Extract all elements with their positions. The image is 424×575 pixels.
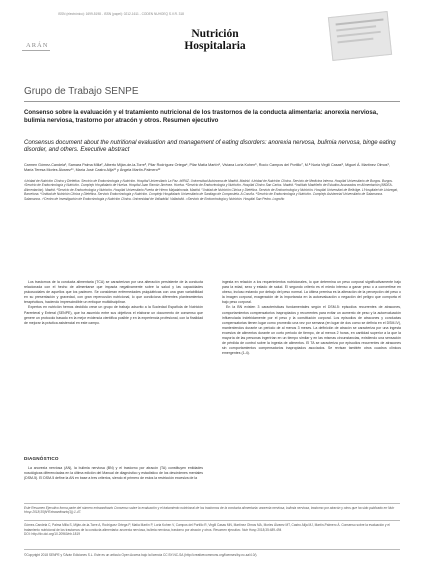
journal-title-line2: Hospitalaria	[184, 40, 246, 52]
article-title-spanish: Consenso sobre la evaluación y el tratamiento nutricional de los trastornos de la conducta alimentaria: anorexia nerviosa, bulimia nerviosa, trastorno por atracón y otros. Resumen ejecutivo	[24, 109, 378, 124]
divider	[24, 503, 400, 504]
affiliations: ¹Unidad de Nutrición Clínica y Dietética. Servicio de Endocrinología y Nutrición. Hospital Universitario La Paz. IdiPAZ. Universidad Autónoma de Madrid. Madrid. ²Unidad de Nutrición Clínica. Servicio de Medicina Interna. Hospital Universitario de Burgos. Burgos. ³Servicio de Endocrinología y Nutrición. Complejo Hospitalario de Huelva. Hospital Juan Ramón Jiménez. Huelva. ⁴Servicio de Endocrinología y Nutrición. Hospital Clínico San Carlos. Madrid. ⁵Instituto Madrileño de Estudios Avanzados en Alimentación (IMDEA-Alimentación). Madrid. ⁶Servicio de Endocrinología y Nutrición. Hospital Universitario Puerta de Hierro Majadahonda. Madrid. ⁷Unidad de Nutrición Clínica y Dietética. Servicio de Endocrinología y Nutrición. Hospital Universitari de Bellvitge. L'Hospitalet de Llobregat, Barcelona. ⁸Unidad de Nutrición Clínica y Dietética. Servicio Endocrinología y Nutrición. Complejo Hospitalario Universitario de Santiago de Compostela. A Coruña. ⁹Servicio de Endocrinología y Nutrición. Complejo Asistencial Universitario de Salamanca. Salamanca. ¹⁰Centro de Investigación de Endocrinología y Nutrición Clínica. Universidad de Valladolid. Valladolid. ¹¹Servicio de Endocrinología y Nutrición. Hospital San Pedro. Logroño	[24, 179, 398, 201]
doi-link[interactable]: DOI: http://dx.doi.org/10.20960/nh.1819	[24, 532, 80, 537]
divider	[24, 520, 400, 521]
cover-line	[337, 31, 381, 38]
journal-masthead	[140, 28, 290, 52]
logo-underline	[22, 50, 50, 51]
divider	[24, 549, 400, 550]
body-column-left	[24, 280, 203, 326]
issn-line: ISSN (electrónico): 1699-5198 - ISSN (papel): 0212-1611 - CODEN NUHOEQ S.V.R. 318	[58, 12, 184, 16]
publisher-logo: ARÁN	[26, 42, 49, 49]
section-title: Grupo de Trabajo SENPE	[24, 86, 139, 97]
copyright-notice: ©Copyright 2018 SENPE y ©Arán Ediciones S.L. Este es un artículo Open Access bajo la licencia CC BY-NC-SA (http://creativecommons.org/licenses/by-nc-sa/4.0/).	[24, 553, 258, 557]
section-heading: DIAGNÓSTICO	[24, 456, 59, 461]
footnote: Este Resumen Ejecutivo forma parte del número extraordinario Consenso sobre la evaluación y el tratamiento nutricional de los trastornos de la conducta alimentaria: anorexia nerviosa, bulimia nerviosa, trastorno por atracón y otros que ha sido publicado en Nutr Hosp 2018;35(NºExtraordinario(1)):1-47.	[24, 506, 395, 515]
divider	[24, 101, 400, 102]
citation	[24, 523, 400, 537]
body-column-right	[222, 280, 401, 356]
cover-line	[336, 18, 384, 25]
paragraph: ingesta en relación a los requerimientos nutricionales, lo que determina un peso corporal significativamente bajo para la edad, sexo y estado de salud. El segundo criterio es el miedo intenso a ganar peso o a convertirse en obeso, incluso estando por debajo del peso normal. La última premisa es la alteración de la percepción del peso o la imagen corporal, exageración de la importancia en la autoevaluación o negación del peligro que comporta el bajo peso corporal.	[222, 280, 401, 305]
article-title-english: Consensus document about the nutritional evaluation and management of eating disorders: anorexia nervosa, bulimia nervosa, binge eating disorder, and others. Executive abstract	[24, 140, 396, 154]
journal-cover-image	[328, 11, 392, 61]
author-list: Carmen Gómez-Candela¹, Samara Palma Milla², Alberto Miján-de-la-Torre³, Pilar Rodríguez Ortega⁴, Pilar Matía Martín⁵, Viviana Loria Kohen⁶, Rocío Campos del Portillo⁷, M.ª Nuria Virgili Casas⁸, Miguel Á. Martínez Olmos⁹, María Teresa Mories Álvarez¹⁰, María José Castro Alija¹¹ y Ángela Martín-Palmero¹²	[24, 163, 391, 173]
journal-title-line1: Nutrición	[191, 28, 239, 40]
cover-line	[337, 38, 373, 44]
cover-line	[336, 25, 376, 31]
citation-text: Gómez-Candela C, Palma Milla S, Miján-de-la-Torre A, Rodríguez Ortega P, Matía Martín P, Loria Kohen V, Campos del Portillo R, Virgili Casas MN, Martínez Olmos MA, Mories Álvarez MT, Castro Alija MJ, Martín-Palmero Á. Consenso sobre la evaluación y el tratamiento nutricional de los trastornos de la conducta alimentaria: anorexia nerviosa, bulimia nerviosa, trastorno por atracón y otros. Resumen ejecutivo. Nutr Hosp 2018;35:489-494	[24, 523, 390, 532]
paragraph: Expertos en nutrición hemos decidido crear un grupo de trabajo adscrito a la Sociedad Española de Nutrición Parenteral y Enteral (SENPE), que ha asumido entre sus objetivos el elaborar un documento de consenso que genere un protocolo basado en la mejor evidencia científica posible y en la experiencia profesional, con la finalidad de mejorar la práctica asistencial en este campo.	[24, 305, 203, 325]
paragraph: Los trastornos de la conducta alimentaria (TCA) se caracterizan por una alteración persistente de la conducta relacionada con el hecho de alimentarse que impacta negativamente sobre la salud y las capacidades psicosociales de aquellos que los padecen. Se consideran enfermedades psiquiátricas con una gran variabilidad en su presentación y gravedad, con gran repercusión nutricional, lo que condiciona diferentes planteamientos terapéuticos, haciendo imprescindible un enfoque multidisciplinar.	[24, 280, 203, 305]
paragraph: En la BN existen 3 características fundamentales según el DSM-5: episodios recurrentes de atracones, comportamientos compensatorios inapropiados y recurrentes para evitar un aumento de peso y la autoevaluación influenciada indebidamente por el peso y la constitución corporal. Los episodios de atracones y conductas compensatorias tienen lugar como promedio una vez por semana (en lugar de dos como se definía en el DSM-IV), manteniendos durante un periodo de al menos 3 meses. La definición de atracón se caracteriza por una ingesta excesiva de alimentos durante un corto periodo de tiempo, de al menos 2 horas, en cantidad superior a la que la mayoría de las personas ingerirían en un tiempo similar y en las mismas circunstancias, existiendo una sensación de pérdida de control sobre la ingesta de alimentos. El TA se caracteriza por episodios recurrentes de atracones sin comportamientos compensatorios inapropiados asociados. Se revisan también otros cuadros clínicos emergentes (1-4).	[222, 305, 401, 356]
paragraph: La anorexia nerviosa (AN), la bulimia nerviosa (BN) y el trastorno por atracón (TA) constituyen entidades nosológicas diferenciadas en la última edición del Manual de diagnóstico y estadístico de los desórdenes mentales (DSM-5). El DSM-5 define la AN en base a tres criterios, siendo el primero de estos la restricción excesiva de la	[24, 466, 203, 481]
